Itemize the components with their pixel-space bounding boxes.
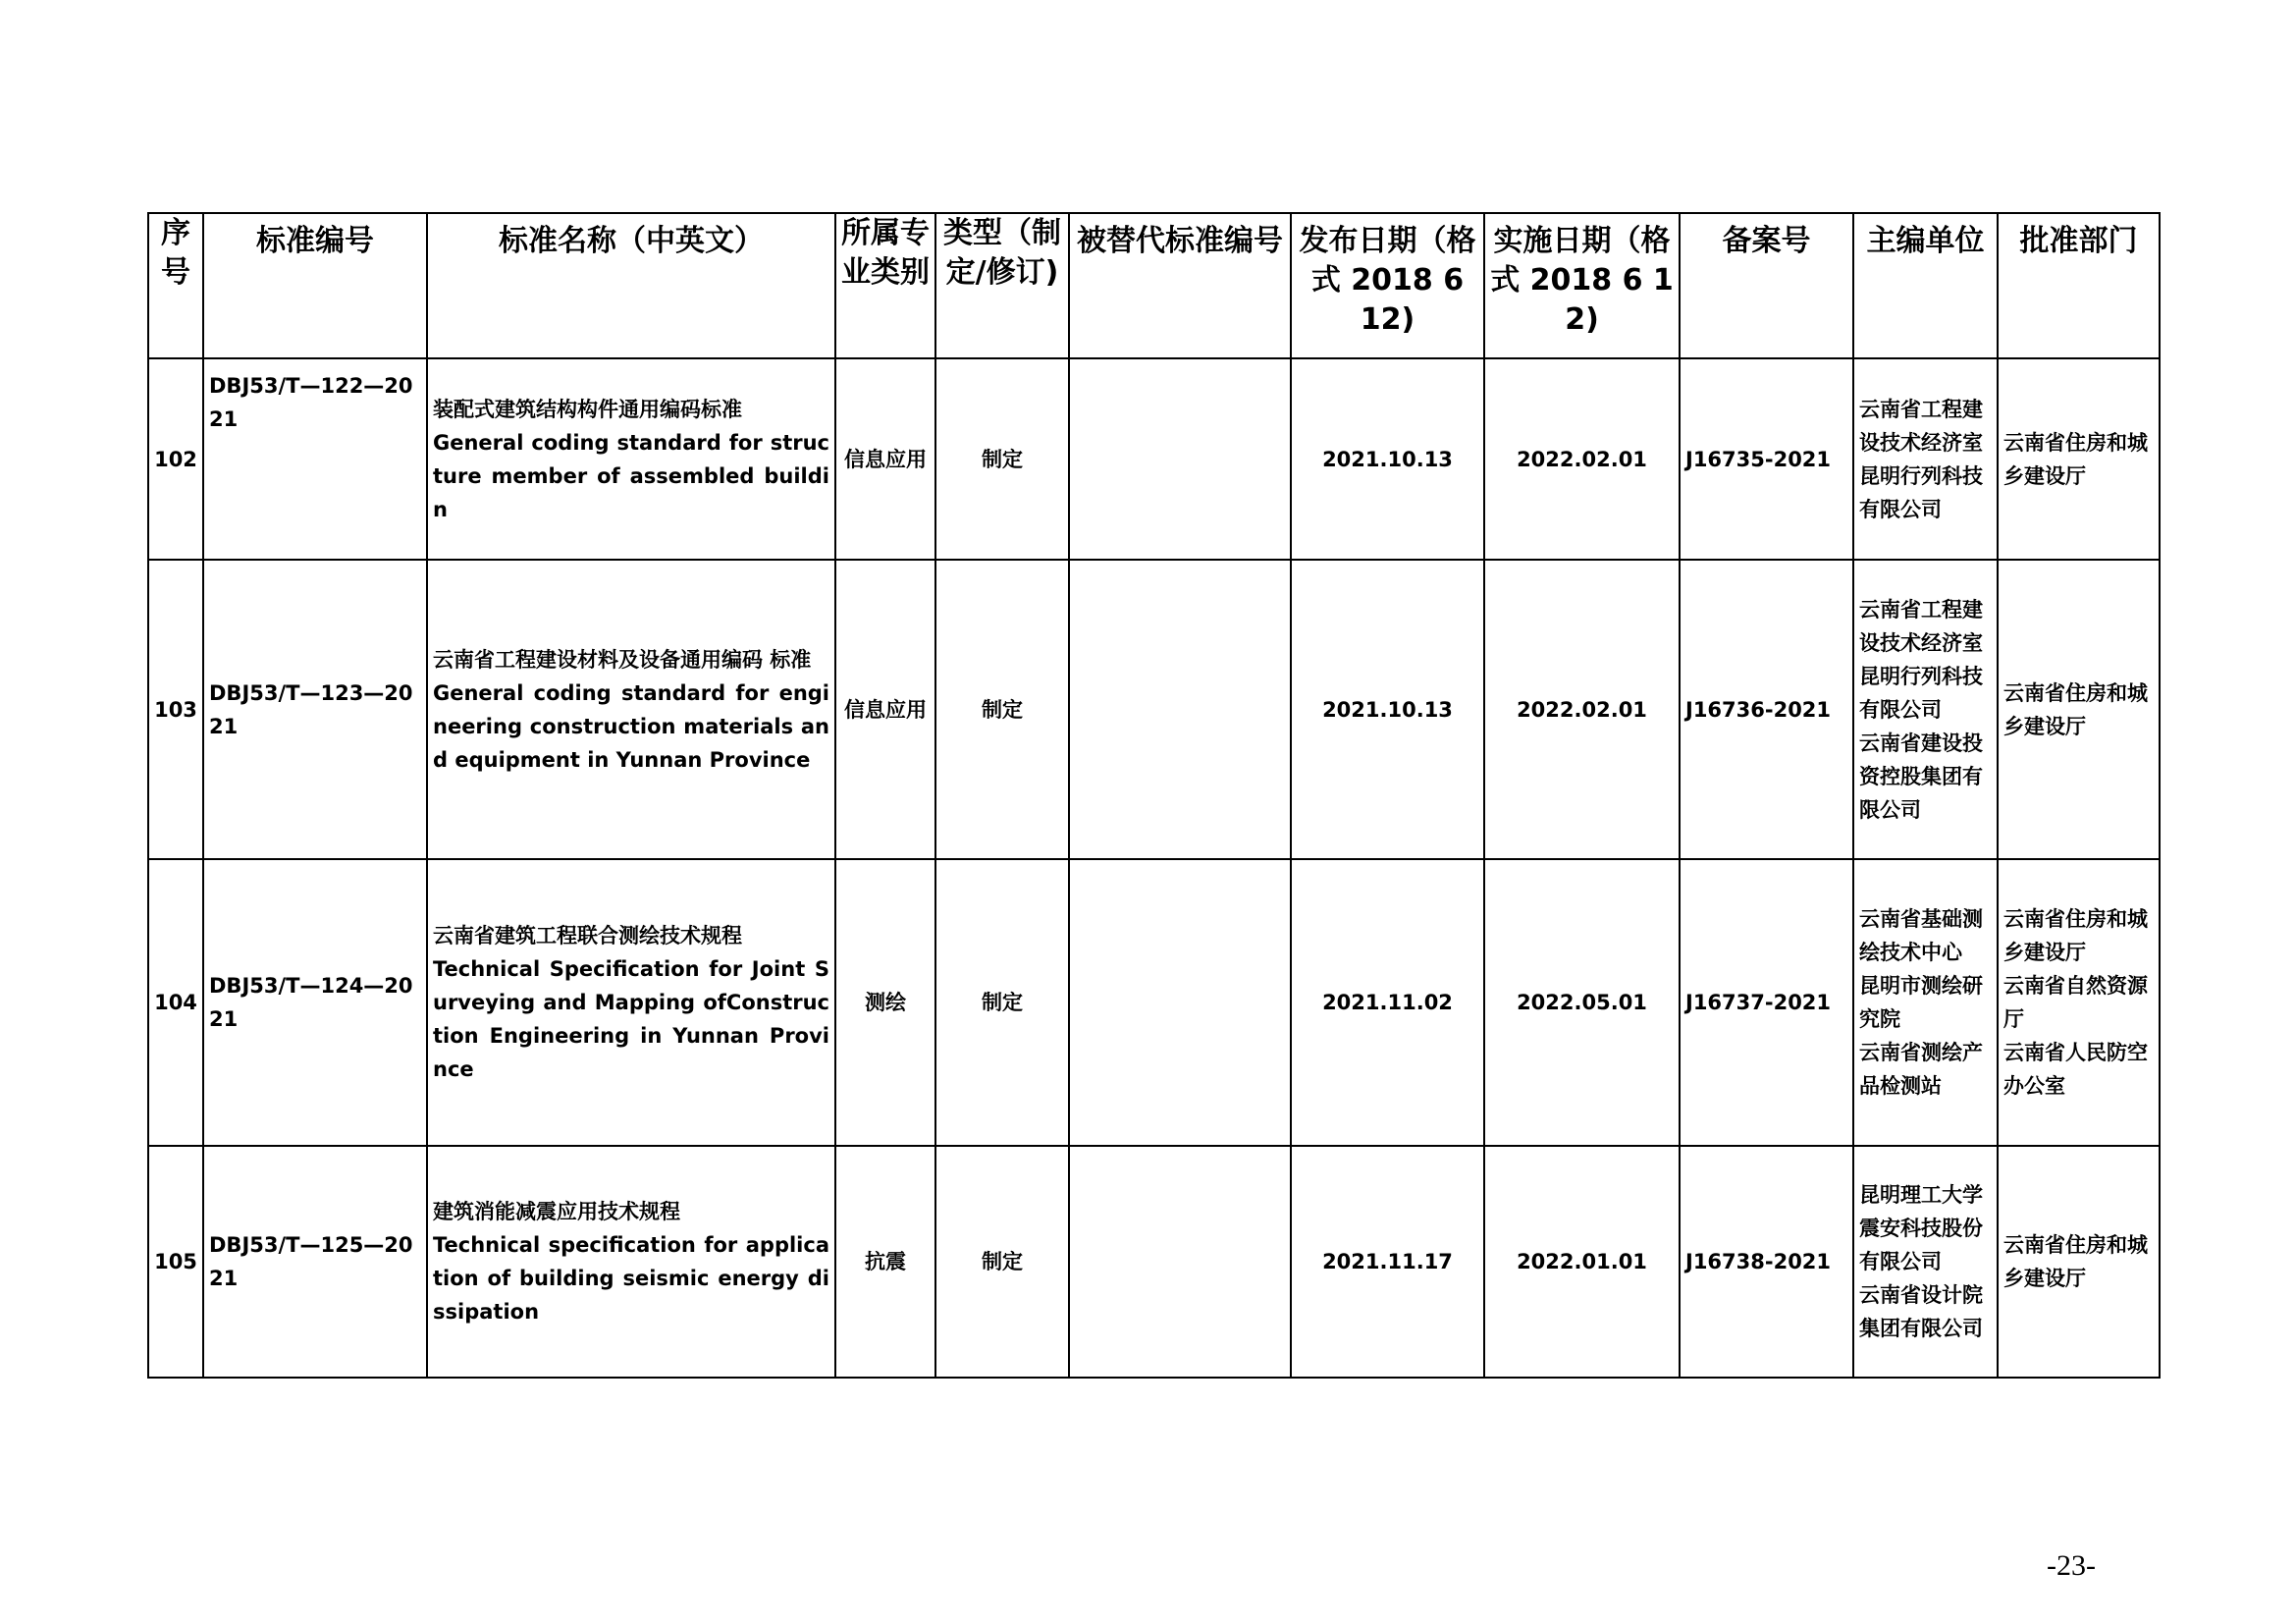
standards-table [147,212,2161,1379]
header-replaced: 被替代标准编号 [1069,213,1291,358]
editor-line: 云南省建设投资控股集团有限公司 [1859,731,1983,822]
cell-name [427,358,835,560]
cell-category: 抗震 [835,1146,935,1378]
header-code: 标准编号 [203,213,427,358]
editor-line: 云南省测绘产品检测站 [1859,1041,1983,1098]
editor-line: 云南省设计院集团有限公司 [1859,1283,1983,1340]
cell-replaced [1069,560,1291,859]
cell-publish-date: 2021.10.13 [1291,358,1484,560]
cell-seq: 105 [148,1146,203,1378]
header-approver: 批准部门 [1998,213,2160,358]
page-number: -23- [2047,1549,2096,1582]
approver-line: 云南省人民防空办公室 [2003,1041,2148,1098]
approver-line: 云南省住房和城乡建设厅 [2003,907,2148,964]
editor-line: 昆明市测绘研究院 [1859,974,1983,1031]
editor-line: 昆明行列科技有限公司 [1859,664,1983,722]
cell-type: 制定 [935,358,1069,560]
header-publish-date: 发布日期（格式 2018 6 12) [1291,213,1484,358]
name-cn: 建筑消能减震应用技术规程 [433,1200,680,1223]
header-filing: 备案号 [1680,213,1853,358]
editor-line: 云南省基础测绘技术中心 [1859,907,1983,964]
editor-line: 昆明理工大学 [1859,1183,1983,1207]
cell-code: DBJ53/T—122—2021 [203,358,427,560]
header-seq: 序号 [148,213,203,358]
cell-seq: 102 [148,358,203,560]
cell-seq: 103 [148,560,203,859]
header-effective-date: 实施日期（格式 2018 6 12) [1484,213,1680,358]
cell-approver [1998,859,2160,1146]
editor-line: 云南省工程建设技术经济室 [1859,397,1983,455]
cell-name [427,560,835,859]
cell-type: 制定 [935,560,1069,859]
header-row [148,213,2160,358]
cell-replaced [1069,358,1291,560]
table-row [148,1146,2160,1378]
cell-replaced [1069,1146,1291,1378]
cell-filing: J16737-2021 [1680,859,1853,1146]
cell-editor [1853,1146,1998,1378]
cell-publish-date: 2021.10.13 [1291,560,1484,859]
header-editor: 主编单位 [1853,213,1998,358]
cell-filing: J16735-2021 [1680,358,1853,560]
editor-line: 震安科技股份有限公司 [1859,1217,1983,1273]
cell-code: DBJ53/T—125—2021 [203,1146,427,1378]
cell-publish-date: 2021.11.17 [1291,1146,1484,1378]
cell-approver [1998,560,2160,859]
cell-type: 制定 [935,859,1069,1146]
cell-name [427,859,835,1146]
cell-effective-date: 2022.01.01 [1484,1146,1680,1378]
cell-effective-date: 2022.05.01 [1484,859,1680,1146]
header-type: 类型（制定/修订) [935,213,1069,358]
table-row [148,560,2160,859]
cell-publish-date: 2021.11.02 [1291,859,1484,1146]
approver-line: 云南省住房和城乡建设厅 [2003,680,2148,738]
cell-type: 制定 [935,1146,1069,1378]
cell-category: 测绘 [835,859,935,1146]
editor-line: 云南省工程建设技术经济室 [1859,597,1983,655]
cell-category: 信息应用 [835,560,935,859]
header-category: 所属专业类别 [835,213,935,358]
cell-code: DBJ53/T—123—2021 [203,560,427,859]
name-en: Technical specification for application of building seismic energy dissipation [433,1233,829,1324]
cell-approver [1998,1146,2160,1378]
header-name: 标准名称（中英文） [427,213,835,358]
cell-effective-date: 2022.02.01 [1484,560,1680,859]
cell-seq: 104 [148,859,203,1146]
cell-filing: J16736-2021 [1680,560,1853,859]
table-row [148,358,2160,560]
cell-approver [1998,358,2160,560]
cell-code: DBJ53/T—124—2021 [203,859,427,1146]
name-en: General coding standard for engineering construction materials and equipment in Yunnan Province [433,680,829,772]
cell-editor [1853,358,1998,560]
cell-editor [1853,560,1998,859]
approver-line: 云南省住房和城乡建设厅 [2003,430,2148,488]
editor-line: 昆明行列科技有限公司 [1859,463,1983,521]
cell-replaced [1069,859,1291,1146]
name-cn: 装配式建筑结构构件通用编码标准 [433,397,742,421]
table-row [148,859,2160,1146]
approver-line: 云南省自然资源厅 [2003,974,2148,1031]
name-cn: 云南省建筑工程联合测绘技术规程 [433,924,742,947]
approver-line: 云南省住房和城乡建设厅 [2003,1233,2148,1290]
cell-name [427,1146,835,1378]
name-en: General coding standard for structure member of assembled buildin [433,430,829,521]
cell-filing: J16738-2021 [1680,1146,1853,1378]
cell-editor [1853,859,1998,1146]
cell-category: 信息应用 [835,358,935,560]
name-en: Technical Specification for Joint Surveying and Mapping ofConstruction Engineering in Yunnan Province [433,957,829,1081]
cell-effective-date: 2022.02.01 [1484,358,1680,560]
name-cn: 云南省工程建设材料及设备通用编码 标准 [433,647,812,672]
